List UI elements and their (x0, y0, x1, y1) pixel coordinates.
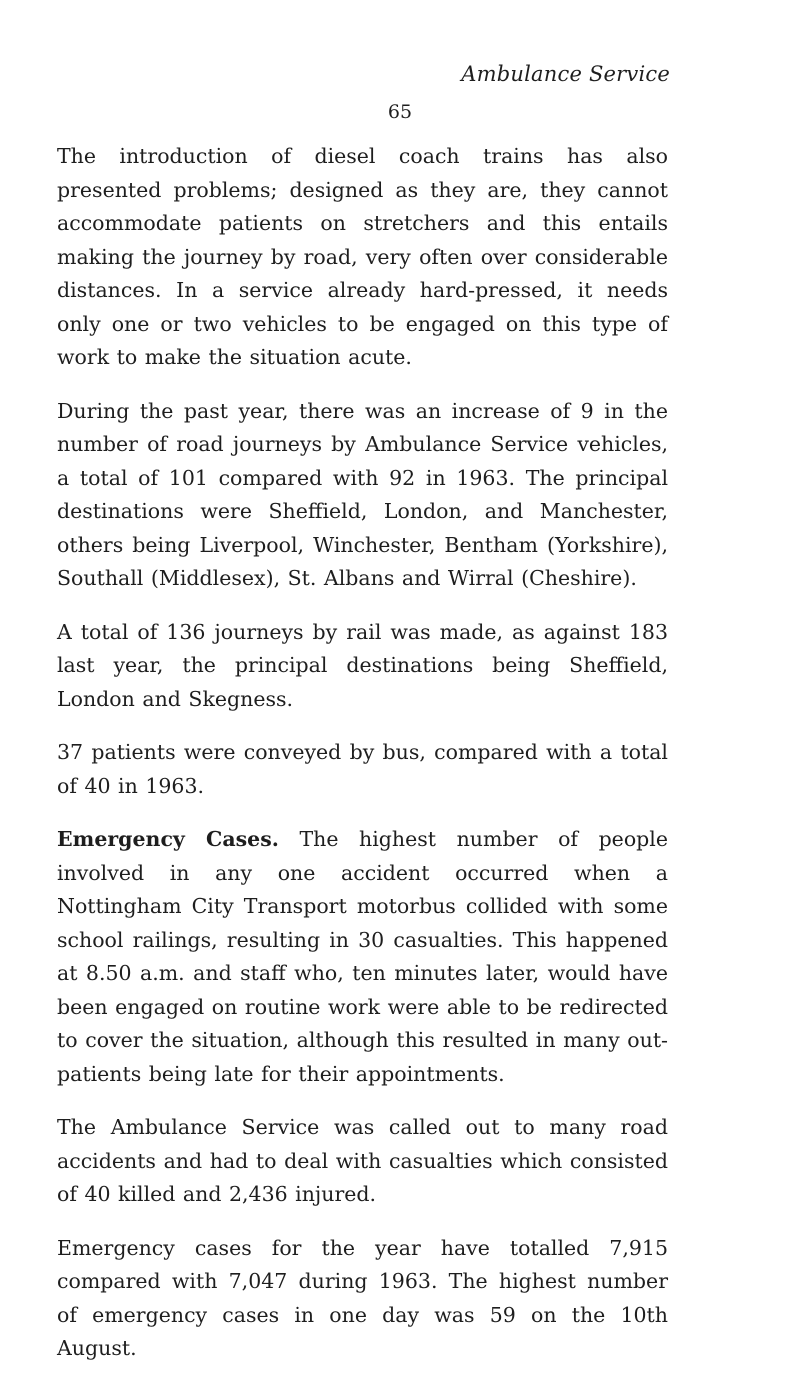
paragraph-text: 37 patients were conveyed by bus, compared with a total of 40 in 1963. (57, 740, 668, 798)
body-text (57, 140, 668, 1386)
paragraph-text: During the past year, there was an increase of 9 in the number of road journeys by Ambulance Service vehicles, a total of 101 compared with 92 in 1963. The principal destinations were Sheffield, London, and Manchester, others being Liverpool, Winchester, Bentham (Yorkshire), Southall (Middlesex), St. Albans and Wirral (Cheshire). (57, 398, 668, 590)
running-head: Ambulance Service (461, 62, 670, 86)
paragraph-text: The highest number of people involved in any one accident occurred when a Nottingham City Transport motorbus collided with some school railings, resulting in 30 casualties. This happened at 8.50 a.m. and staff who, ten minutes later, would have been engaged on routine work were able to be redirected to cover the situation, although this resulted in many out-patients being late for their appointments. (57, 827, 668, 1086)
paragraph-bus-patients (57, 736, 668, 803)
paragraph-emergency-cases (57, 823, 668, 1091)
paragraph-road-accidents (57, 1111, 668, 1212)
paragraph-text: Emergency cases for the year have totalled 7,915 compared with 7,047 during 1963. The highest number of emergency cases in one day was 59 on the 10th August. (57, 1235, 668, 1360)
section-heading: Emergency Cases. (57, 827, 279, 851)
paragraph-road-journeys (57, 395, 668, 596)
page-number: 65 (387, 101, 413, 123)
paragraph-diesel-trains (57, 140, 668, 375)
paragraph-emergency-totals (57, 1232, 668, 1366)
paragraph-text: The Ambulance Service was called out to many road accidents and had to deal with casualties which consisted of 40 killed and 2,436 injured. (57, 1115, 668, 1206)
paragraph-rail-journeys (57, 616, 668, 717)
paragraph-text: A total of 136 journeys by rail was made, as against 183 last year, the principal destinations being Sheffield, London and Skegness. (57, 619, 668, 711)
paragraph-text: The introduction of diesel coach trains has also presented problems; designed as they are, they cannot accommodate patients on stretchers and this entails making the journey by road, very often over considerable distances. In a service already hard-pressed, it needs only one or two vehicles to be engaged on this type of work to make the situation acute. (57, 144, 668, 369)
